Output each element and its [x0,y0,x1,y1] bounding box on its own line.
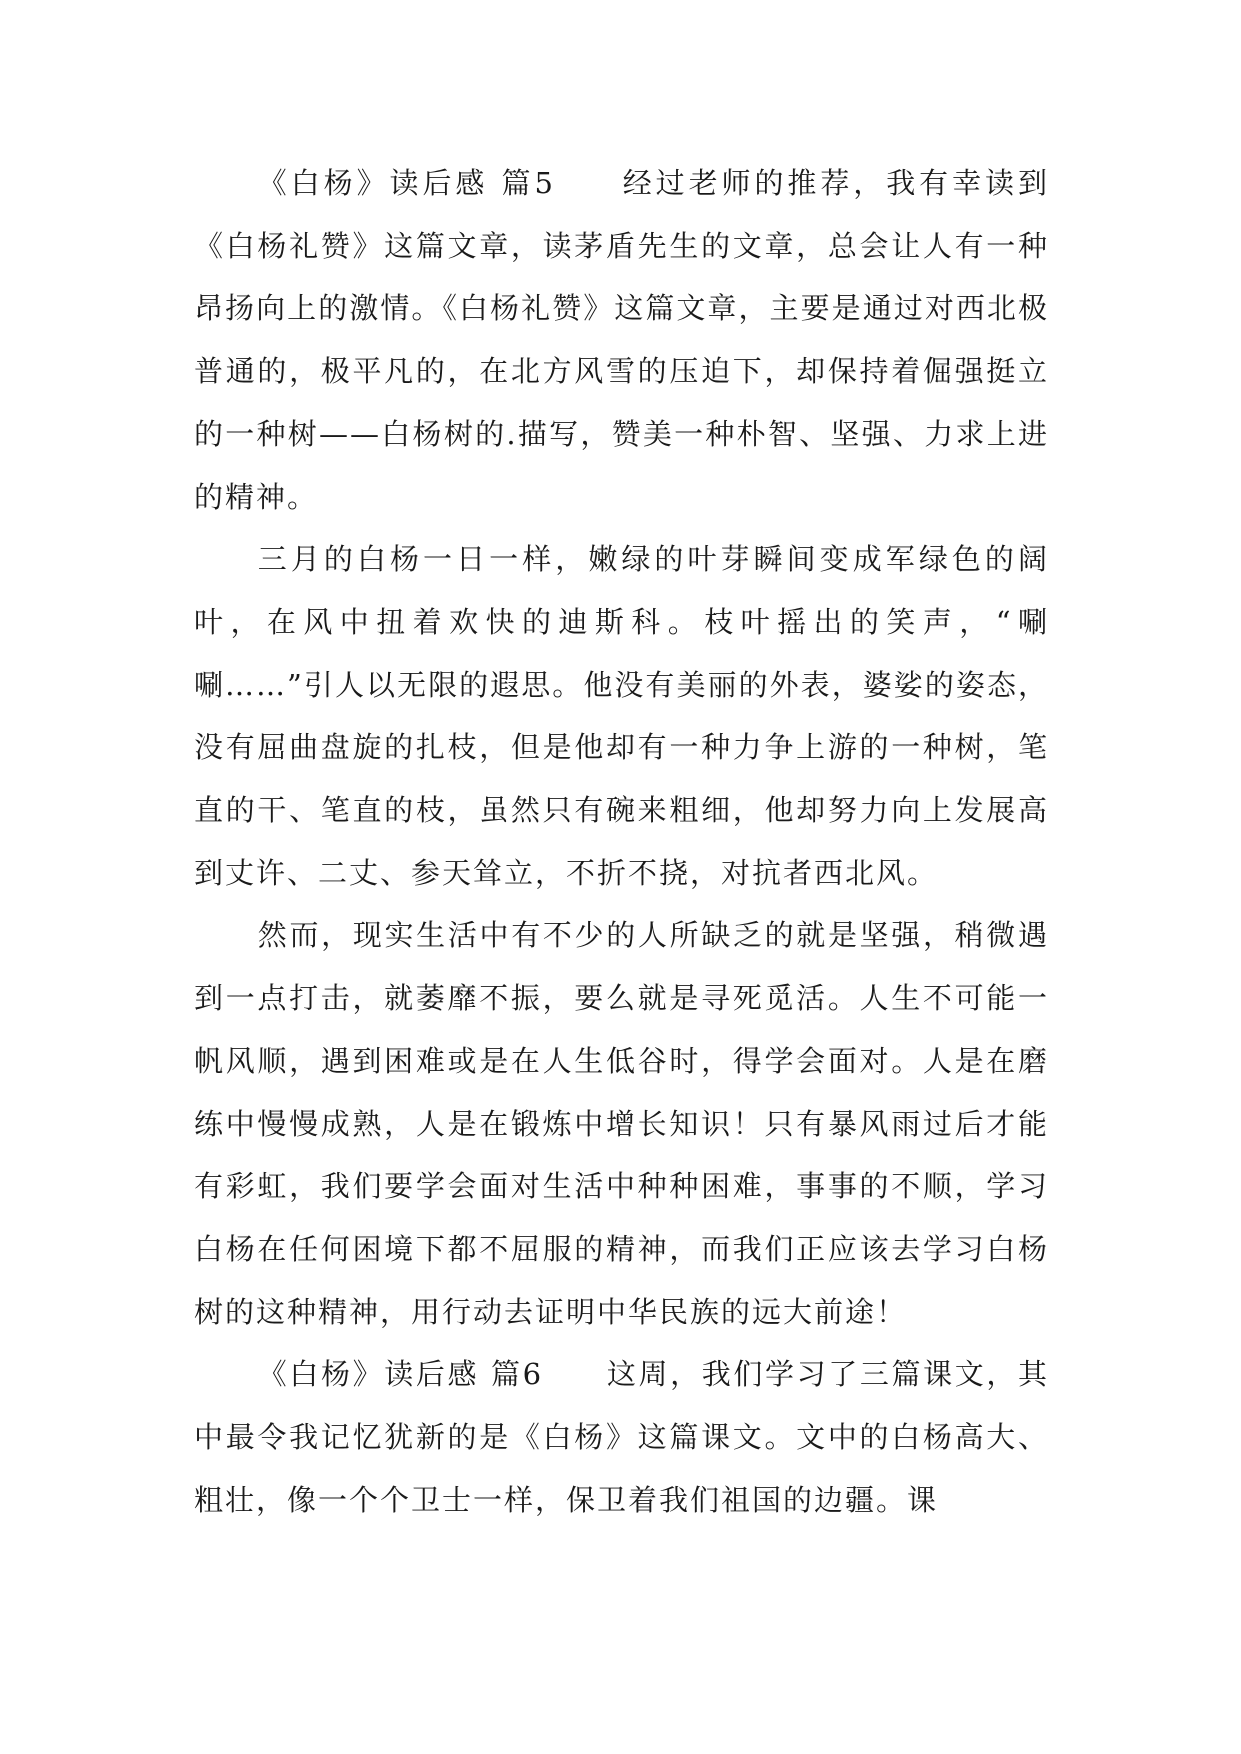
paragraph-essay-6-intro: 《白杨》读后感 篇6 这周，我们学习了三篇课文，其中最令我记忆犹新的是《白杨》这篇课文。文中的白杨高大、粗壮，像一个个卫士一样，保卫着我们祖国的边疆。课 [194,1357,1049,1517]
paragraph-essay-5-intro: 《白杨》读后感 篇5 经过老师的推荐，我有幸读到《白杨礼赞》这篇文章，读茅盾先生的文章，总会让人有一种昂扬向上的激情。《白杨礼赞》这篇文章，主要是通过对西北极普通的，极平凡的，在北方风雪的压迫下，却保持着倔强挺立的一种树——白杨树的.描写，赞美一种朴智、坚强、力求上进的精神。 [194,166,1049,514]
paragraph-march-poplar: 三月的白杨一日一样，嫩绿的叶芽瞬间变成军绿色的阔叶，在风中扭着欢快的迪斯科。枝叶摇出的笑声，“唰唰……”引人以无限的遐思。他没有美丽的外表，婆娑的姿态，没有屈曲盘旋的扎枝，但是他却有一种力争上游的一种树，笔直的干、笔直的枝，虽然只有碗来粗细，他却努力向上发展高到丈许、二丈、参天耸立，不折不挠，对抗者西北风。 [194,542,1049,890]
paragraph-real-life: 然而，现实生活中有不少的人所缺乏的就是坚强，稍微遇到一点打击，就萎靡不振，要么就是寻死觅活。人生不可能一帆风顺，遇到困难或是在人生低谷时，得学会面对。人是在磨练中慢慢成熟，人是在锻炼中增长知识！只有暴风雨过后才能有彩虹，我们要学会面对生活中种种困难，事事的不顺，学习白杨在任何困境下都不屈服的精神，而我们正应该去学习白杨树的这种精神，用行动去证明中华民族的远大前途！ [194,918,1049,1329]
document-body [194,152,1049,1531]
